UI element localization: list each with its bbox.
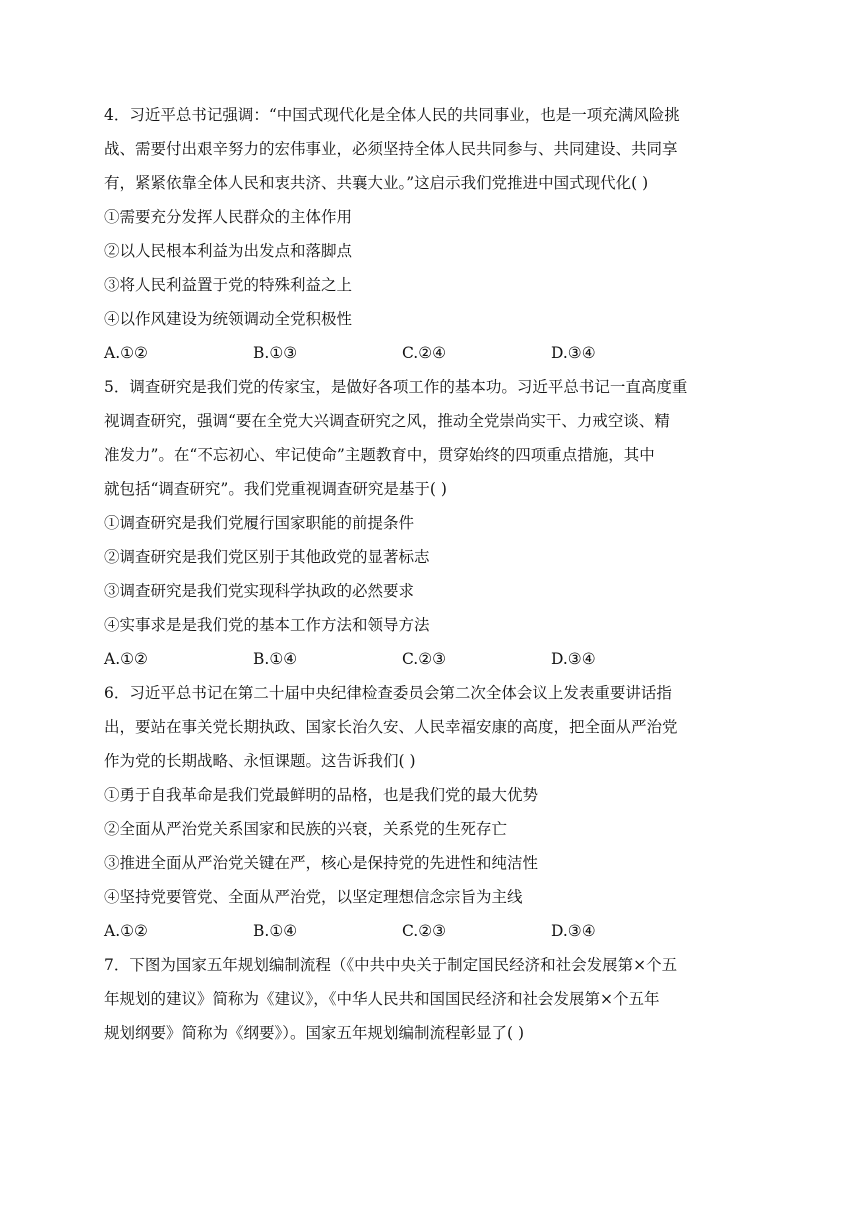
answer-options bbox=[104, 914, 764, 948]
statement-item: ①勇于自我革命是我们党最鲜明的品格，也是我们党的最大优势 bbox=[104, 786, 539, 804]
question-stem-line: 出，要站在事关党长期执政、国家长治久安、人民幸福安康的高度，把全面从严治党 bbox=[104, 718, 678, 736]
option-d: D.③④ bbox=[551, 344, 596, 362]
statement-item: ④坚持党要管党、全面从严治党，以坚定理想信念宗旨为主线 bbox=[104, 888, 523, 906]
question-stem-line: 规划纲要》简称为《纲要》）。国家五年规划编制流程彰显了( ) bbox=[104, 1024, 525, 1042]
question-stem-line: 作为党的长期战略、永恒课题。这告诉我们( ) bbox=[104, 752, 416, 770]
question-stem-line: 5．调查研究是我们党的传家宝，是做好各项工作的基本功。习近平总书记一直高度重 bbox=[104, 378, 688, 396]
answer-options bbox=[104, 642, 764, 676]
option-a: A.①② bbox=[104, 922, 148, 940]
option-b: B.①④ bbox=[253, 922, 298, 940]
statement-item: ②以人民根本利益为出发点和落脚点 bbox=[104, 242, 353, 260]
question-stem-line: 战、需要付出艰辛努力的宏伟事业，必须坚持全体人民共同参与、共同建设、共同享 bbox=[104, 140, 678, 158]
question-stem-line: 4．习近平总书记强调：“中国式现代化是全体人民的共同事业，也是一项充满风险挑 bbox=[104, 106, 680, 124]
question-stem-line: 准发力”。在“不忘初心、牢记使命”主题教育中，贯穿始终的四项重点措施，其中 bbox=[104, 446, 655, 464]
question-4 bbox=[104, 98, 764, 370]
option-a: A.①② bbox=[104, 650, 148, 668]
option-d: D.③④ bbox=[551, 922, 596, 940]
question-stem-line: 有，紧紧依靠全体人民和衷共济、共襄大业。”这启示我们党推进中国式现代化( ) bbox=[104, 174, 649, 192]
question-stem-line: 视调查研究，强调“要在全党大兴调查研究之风，推动全党崇尚实干、力戒空谈、精 bbox=[104, 412, 670, 430]
option-c: C.②③ bbox=[402, 922, 447, 940]
question-7 bbox=[104, 948, 764, 1050]
option-c: C.②③ bbox=[402, 650, 447, 668]
statement-item: ②全面从严治党关系国家和民族的兴衰，关系党的生死存亡 bbox=[104, 820, 508, 838]
question-stem-line: 7．下图为国家五年规划编制流程（《中共中央关于制定国民经济和社会发展第×个五 bbox=[104, 956, 678, 974]
statement-item: ③将人民利益置于党的特殊利益之上 bbox=[104, 276, 353, 294]
statement-item: ③调查研究是我们党实现科学执政的必然要求 bbox=[104, 582, 415, 600]
question-6 bbox=[104, 676, 764, 948]
option-d: D.③④ bbox=[551, 650, 596, 668]
option-b: B.①③ bbox=[253, 344, 298, 362]
statement-item: ①需要充分发挥人民群众的主体作用 bbox=[104, 208, 353, 226]
question-stem-line: 就包括“调查研究”。我们党重视调查研究是基于( ) bbox=[104, 480, 447, 498]
question-stem-line: 年规划的建议》简称为《建议》，《中华人民共和国国民经济和社会发展第×个五年 bbox=[104, 990, 660, 1008]
option-b: B.①④ bbox=[253, 650, 298, 668]
answer-options bbox=[104, 336, 764, 370]
question-stem-line: 6．习近平总书记在第二十届中央纪律检查委员会第二次全体会议上发表重要讲话指 bbox=[104, 684, 672, 702]
statement-item: ①调查研究是我们党履行国家职能的前提条件 bbox=[104, 514, 415, 532]
statement-item: ②调查研究是我们党区别于其他政党的显著标志 bbox=[104, 548, 430, 566]
statement-item: ④实事求是是我们党的基本工作方法和领导方法 bbox=[104, 616, 430, 634]
question-5 bbox=[104, 370, 764, 676]
statement-item: ④以作风建设为统领调动全党积极性 bbox=[104, 310, 353, 328]
option-a: A.①② bbox=[104, 344, 148, 362]
statement-item: ③推进全面从严治党关键在严，核心是保持党的先进性和纯洁性 bbox=[104, 854, 539, 872]
option-c: C.②④ bbox=[402, 344, 447, 362]
document-page bbox=[104, 98, 764, 1050]
